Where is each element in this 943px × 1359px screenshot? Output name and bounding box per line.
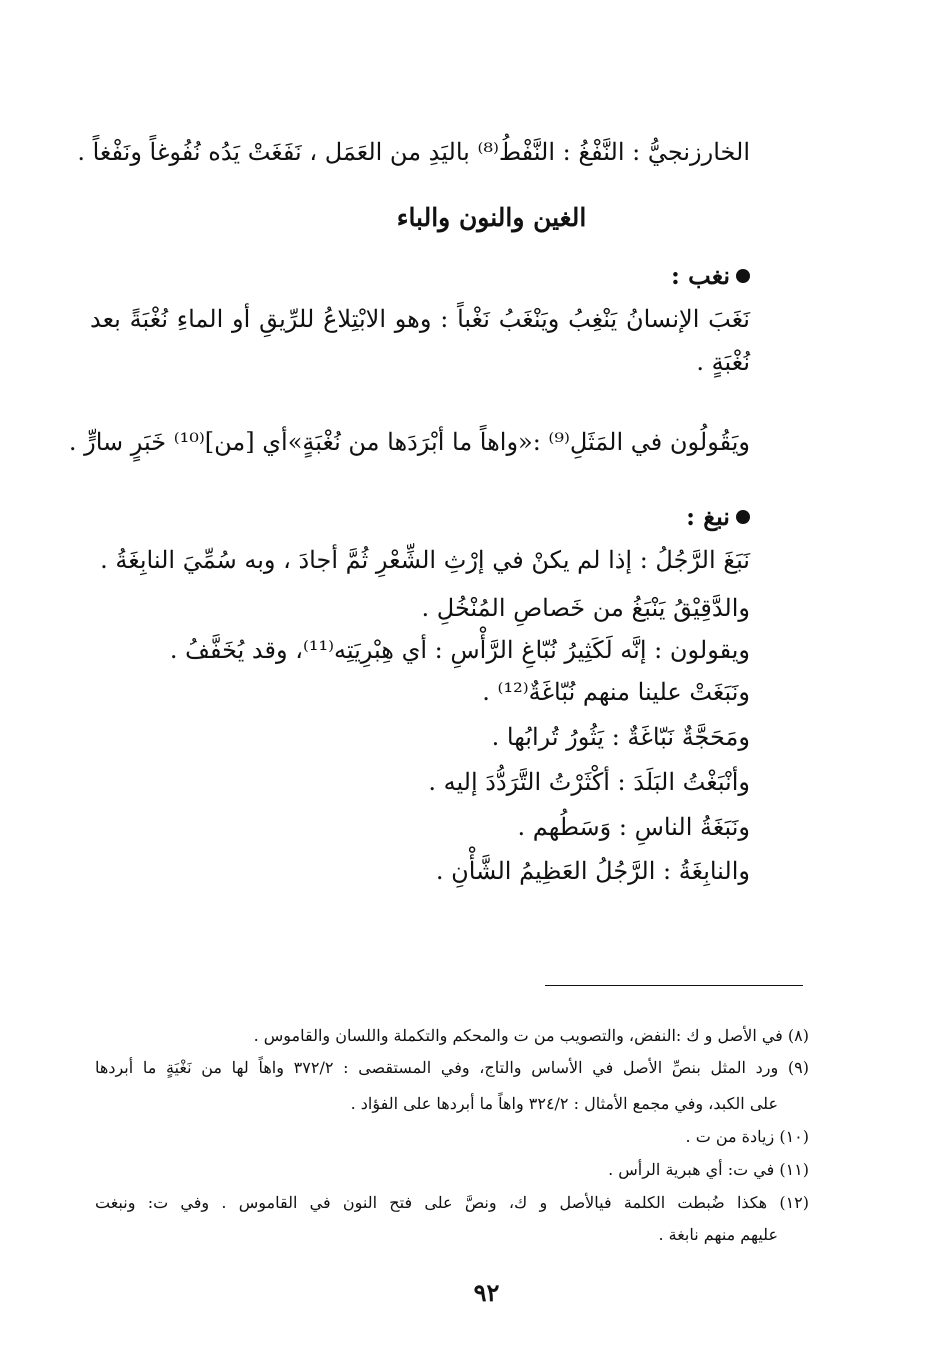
footnote-11: (١١) في ت: أي هبرية الرأس .	[608, 1160, 809, 1179]
footnote-divider	[545, 985, 803, 986]
footnote-12: (١٢) هكذا ضُبطت الكلمة فيالأصل و ك، ونصَّ على فتح النون في القاموس . وفي ت: ونبغت	[95, 1193, 809, 1212]
footnote-12-continued: عليهم منهم نابغة .	[658, 1225, 778, 1244]
entry-text-line: نُغْبَةٍ .	[696, 348, 750, 376]
entry-text-line: والنابِغَةُ : الرَّجُلُ العَظِيمُ الشَّأْنِ .	[435, 857, 750, 885]
entry-text-line: وأنْبَغْتُ البَلَدَ : أكْثَرْتُ التَّرَدُّدَ إليه .	[428, 768, 750, 796]
intro-line: الخارزنجيُّ : النَّفْغُ : النَّفْطُ⁽⁸⁾ باليَدِ من العَمَل ، نَفَغَتْ يَدُه نُفُوغاً ونَفْغاً .	[77, 138, 750, 166]
bullet-icon	[736, 269, 750, 283]
footnote-9-continued: على الكبد، وفي مجمع الأمثال : ٣٢٤/٢ واهاً ما أبردها على الفؤاد .	[350, 1094, 778, 1113]
footnote-9: (٩) ورد المثل بنصِّ الأصل في الأساس والتاج، وفي المستقصى : ٣٧٢/٢ واهاً لها من نَغْيَةٍ ما أبردها	[95, 1058, 810, 1077]
entry-text-line: والدَّقِيْقُ يَنْبَغُ من خَصاصِ المُنْخُلِ .	[421, 594, 750, 622]
entry-text-line: ومَحَجَّةٌ نَبّاغَةٌ : يَثُورُ تُرابُها .	[491, 723, 750, 751]
entry-text-line: نَغَبَ الإنسانُ يَنْغِبُ ويَنْغَبُ نَغْباً : وهو الابْتِلاعُ للرِّيقِ أو الماءِ نُغْبَةً بعد	[90, 305, 750, 333]
footnote-8: (٨) في الأصل و ك :النفض، والتصويب من ت والمحكم والتكملة واللسان والقاموس .	[253, 1026, 809, 1045]
entry-text-line: ويَقُولُون في المَثَلِ⁽⁹⁾ :«واهاً ما أبْرَدَها من نُغْبَةٍ»أي [من]⁽¹⁰⁾ خَبَرٍ سارٍّ .	[68, 428, 750, 456]
entry-text-line: ونَبَغَتْ علينا منهم نُبّاغَةٌ⁽¹²⁾ .	[482, 678, 750, 706]
entry-heading-nghb	[671, 256, 750, 296]
section-heading: الغين والنون والباء	[396, 203, 587, 232]
entry-heading-nbgh	[686, 497, 750, 537]
entry-text-line: ويقولون : إنَّه لَكَثِيرُ نُبّاغِ الرَّأْسِ : أي هِبْرِيَتِه⁽¹¹⁾، وقد يُخَفَّفُ .	[169, 636, 750, 664]
page-number: ٩٢	[473, 1278, 500, 1307]
footnote-10: (١٠) زيادة من ت .	[685, 1127, 809, 1146]
bullet-icon	[736, 510, 750, 524]
entry-heading-label: نغب :	[670, 261, 730, 290]
entry-text-line: ونَبَغَةُ الناسِ : وَسَطُهم .	[517, 813, 750, 841]
entry-text-line: نَبَغَ الرَّجُلُ : إذا لم يكنْ في إرْثِ الشِّعْرِ ثُمَّ أجادَ ، وبه سُمِّيَ النابِغَةُ .	[100, 546, 750, 574]
entry-heading-label: نبغ :	[686, 502, 730, 531]
